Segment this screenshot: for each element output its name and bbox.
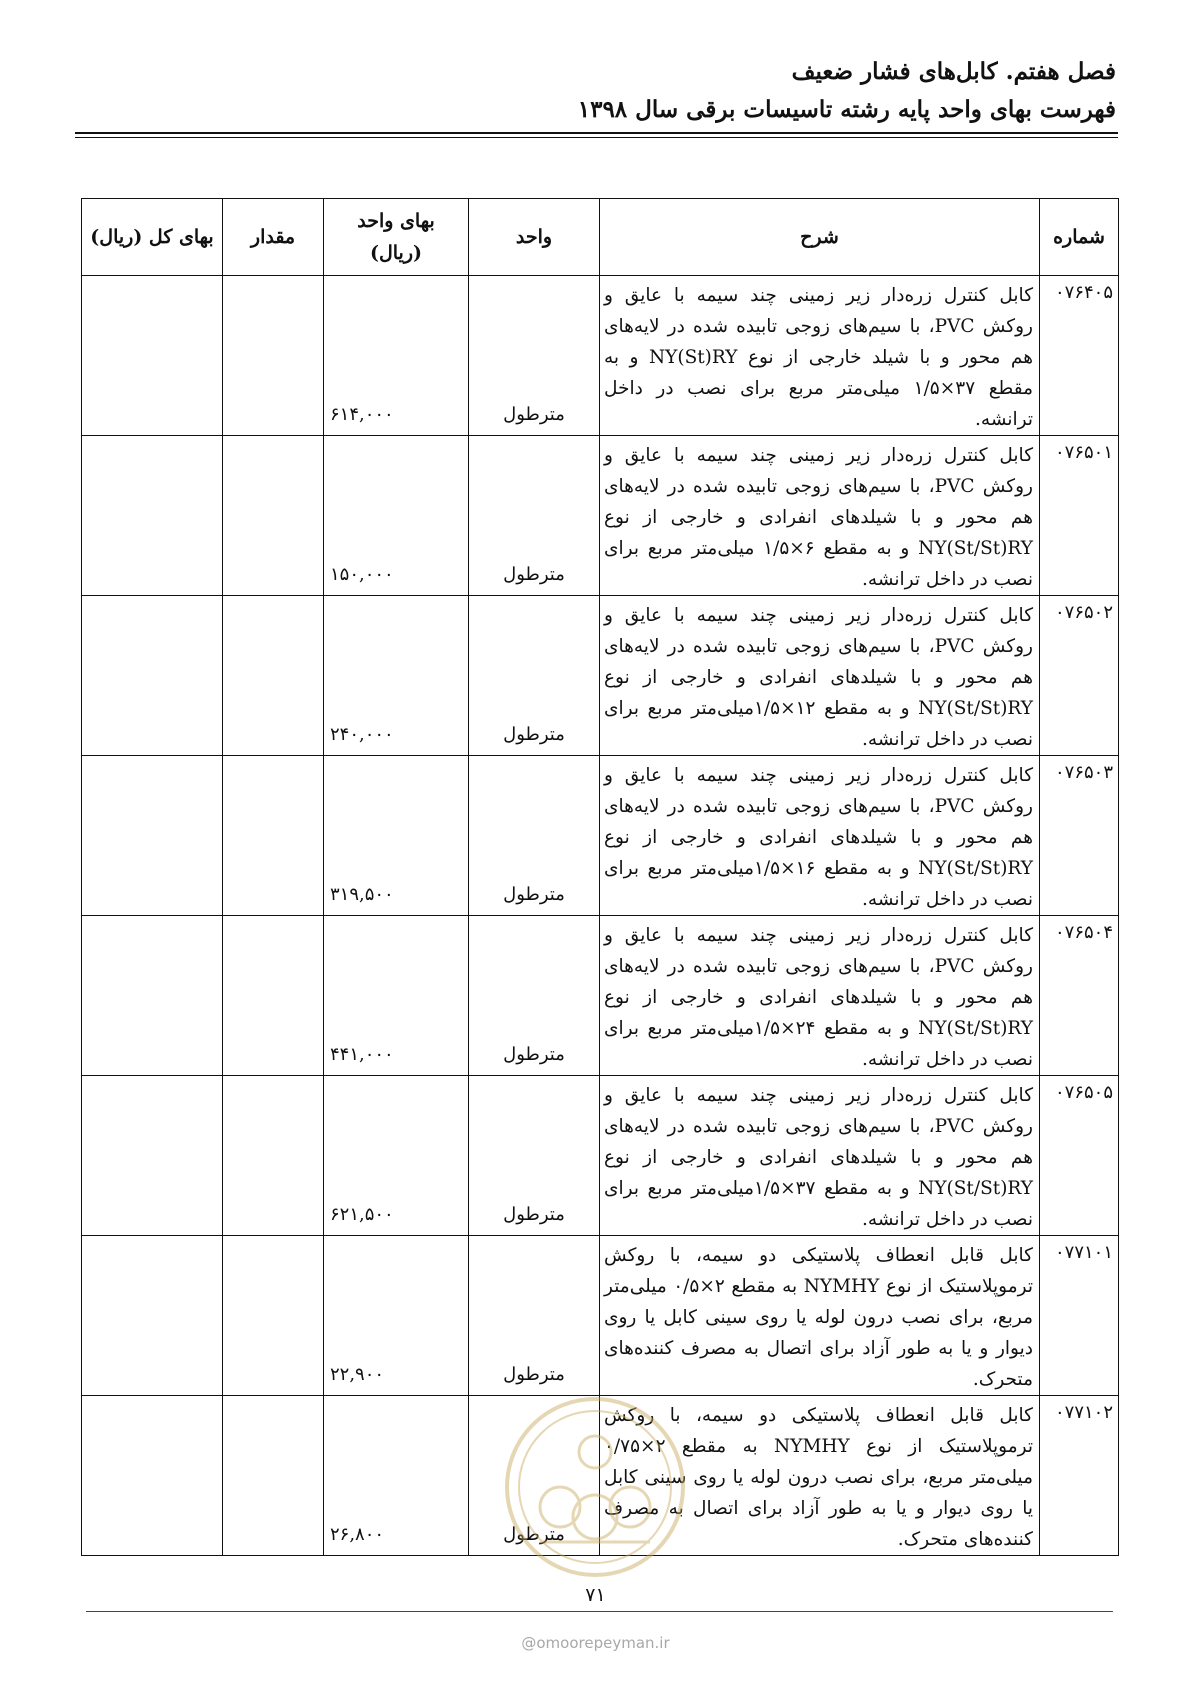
price-table: [81, 198, 1119, 1556]
row-description: کابل قابل انعطاف پلاستیکی دو سیمه، با روکش ترموپلاستیک از نوع NYMHY به مقطع ۲×۰/۷۵ میلی‌متر مربع، برای نصب درون لوله یا روی سینی کابل یا روی دیوار و یا به طور آزاد برای اتصال به مصرف کننده‌های متحرک.: [600, 1396, 1040, 1556]
row-number: ۰۷۶۵۰۳: [1040, 756, 1119, 916]
row-total-price: [82, 1236, 223, 1396]
row-total-price: [82, 756, 223, 916]
col-header-number: شماره: [1040, 199, 1119, 276]
watermark-url: @omoorepeyman.ir: [521, 1634, 670, 1652]
row-total-price: [82, 916, 223, 1076]
row-unit: مترطول: [469, 1236, 600, 1396]
row-unit-price: ۳۱۹,۵۰۰: [324, 756, 469, 916]
table-row: [82, 1076, 1119, 1236]
row-unit-price: ۶۲۱,۵۰۰: [324, 1076, 469, 1236]
table-row: [82, 596, 1119, 756]
row-unit: مترطول: [469, 276, 600, 436]
row-quantity: [223, 1076, 324, 1236]
row-unit-price: ۴۴۱,۰۰۰: [324, 916, 469, 1076]
row-quantity: [223, 1396, 324, 1556]
row-quantity: [223, 276, 324, 436]
row-unit-price: ۱۵۰,۰۰۰: [324, 436, 469, 596]
row-quantity: [223, 596, 324, 756]
col-header-unit-price-line2: (ریال): [369, 242, 423, 264]
row-quantity: [223, 436, 324, 596]
row-number: ۰۷۶۵۰۲: [1040, 596, 1119, 756]
row-description: کابل کنترل زره‌دار زیر زمینی چند سیمه با عایق و روکش PVC، با سیم‌های زوجی تابیده شده در لایه‌های هم محور و با شیلدهای انفرادی و خارجی از نوع NY(St/St)RY و به مقطع ۳۷×۱/۵میلی‌متر مربع برای نصب در داخل ترانشه.: [600, 1076, 1040, 1236]
row-total-price: [82, 1396, 223, 1556]
header-rule-thin: [75, 137, 1118, 138]
row-unit-price: ۲۶,۸۰۰: [324, 1396, 469, 1556]
row-unit-price: ۲۲,۹۰۰: [324, 1236, 469, 1396]
row-description: کابل کنترل زره‌دار زیر زمینی چند سیمه با عایق و روکش PVC، با سیم‌های زوجی تابیده شده در لایه‌های هم محور و با شیلدهای انفرادی و خارجی از نوع NY(St/St)RY و به مقطع ۱۲×۱/۵میلی‌متر مربع برای نصب در داخل ترانشه.: [600, 596, 1040, 756]
row-number: ۰۷۶۴۰۵: [1040, 276, 1119, 436]
price-list-title: فهرست بهای واحد پایه رشته تاسیسات برقی سال ۱۳۹۸: [577, 96, 1116, 123]
row-total-price: [82, 596, 223, 756]
row-description: کابل کنترل زره‌دار زیر زمینی چند سیمه با عایق و روکش PVC، با سیم‌های زوجی تابیده شده در لایه‌های هم محور و با شیلد خارجی از نوع NY(St)RY و به مقطع ۳۷×۱/۵ میلی‌متر مربع برای نصب در داخل ترانشه.: [600, 276, 1040, 436]
row-description: کابل کنترل زره‌دار زیر زمینی چند سیمه با عایق و روکش PVC، با سیم‌های زوجی تابیده شده در لایه‌های هم محور و با شیلدهای انفرادی و خارجی از نوع NY(St/St)RY و به مقطع ۲۴×۱/۵میلی‌متر مربع برای نصب در داخل ترانشه.: [600, 916, 1040, 1076]
row-total-price: [82, 1076, 223, 1236]
col-header-unit-price: [324, 199, 469, 276]
table-row: [82, 276, 1119, 436]
row-unit-price: ۲۴۰,۰۰۰: [324, 596, 469, 756]
col-header-description: شرح: [600, 199, 1040, 276]
row-unit: مترطول: [469, 756, 600, 916]
col-header-unit: واحد: [469, 199, 600, 276]
seal-watermark-icon: [500, 1392, 690, 1582]
table-row: [82, 436, 1119, 596]
row-total-price: [82, 276, 223, 436]
row-total-price: [82, 436, 223, 596]
row-unit: مترطول: [469, 1396, 600, 1556]
table-row: [82, 756, 1119, 916]
col-header-total-price: بهای کل (ریال): [82, 199, 223, 276]
chapter-title: فصل هفتم. کابل‌های فشار ضعیف: [791, 58, 1116, 85]
table-header-row: [82, 199, 1119, 276]
page-number: ۷۱: [585, 1584, 606, 1606]
row-unit: مترطول: [469, 1076, 600, 1236]
row-quantity: [223, 756, 324, 916]
row-description: کابل کنترل زره‌دار زیر زمینی چند سیمه با عایق و روکش PVC، با سیم‌های زوجی تابیده شده در لایه‌های هم محور و با شیلدهای انفرادی و خارجی از نوع NY(St/St)RY و به مقطع ۱۶×۱/۵میلی‌متر مربع برای نصب در داخل ترانشه.: [600, 756, 1040, 916]
row-unit: مترطول: [469, 596, 600, 756]
row-number: ۰۷۷۱۰۲: [1040, 1396, 1119, 1556]
footer-rule: [86, 1611, 1113, 1612]
row-number: ۰۷۶۵۰۱: [1040, 436, 1119, 596]
col-header-unit-price-line1: بهای واحد: [357, 210, 435, 232]
col-header-quantity: مقدار: [223, 199, 324, 276]
row-description: کابل قابل انعطاف پلاستیکی دو سیمه، با روکش ترموپلاستیک از نوع NYMHY به مقطع ۲×۰/۵ میلی‌متر مربع، برای نصب درون لوله یا روی سینی کابل یا روی دیوار و یا به طور آزاد برای اتصال به مصرف کننده‌های متحرک.: [600, 1236, 1040, 1396]
row-unit-price: ۶۱۴,۰۰۰: [324, 276, 469, 436]
row-quantity: [223, 1236, 324, 1396]
row-quantity: [223, 916, 324, 1076]
row-description: کابل کنترل زره‌دار زیر زمینی چند سیمه با عایق و روکش PVC، با سیم‌های زوجی تابیده شده در لایه‌های هم محور و با شیلدهای انفرادی و خارجی از نوع NY(St/St)RY و به مقطع ۶×۱/۵ میلی‌متر مربع برای نصب در داخل ترانشه.: [600, 436, 1040, 596]
row-unit: مترطول: [469, 916, 600, 1076]
header-rule-thick: [75, 132, 1118, 134]
table-row: [82, 1236, 1119, 1396]
table-row: [82, 916, 1119, 1076]
row-number: ۰۷۶۵۰۴: [1040, 916, 1119, 1076]
row-unit: مترطول: [469, 436, 600, 596]
row-number: ۰۷۶۵۰۵: [1040, 1076, 1119, 1236]
row-number: ۰۷۷۱۰۱: [1040, 1236, 1119, 1396]
